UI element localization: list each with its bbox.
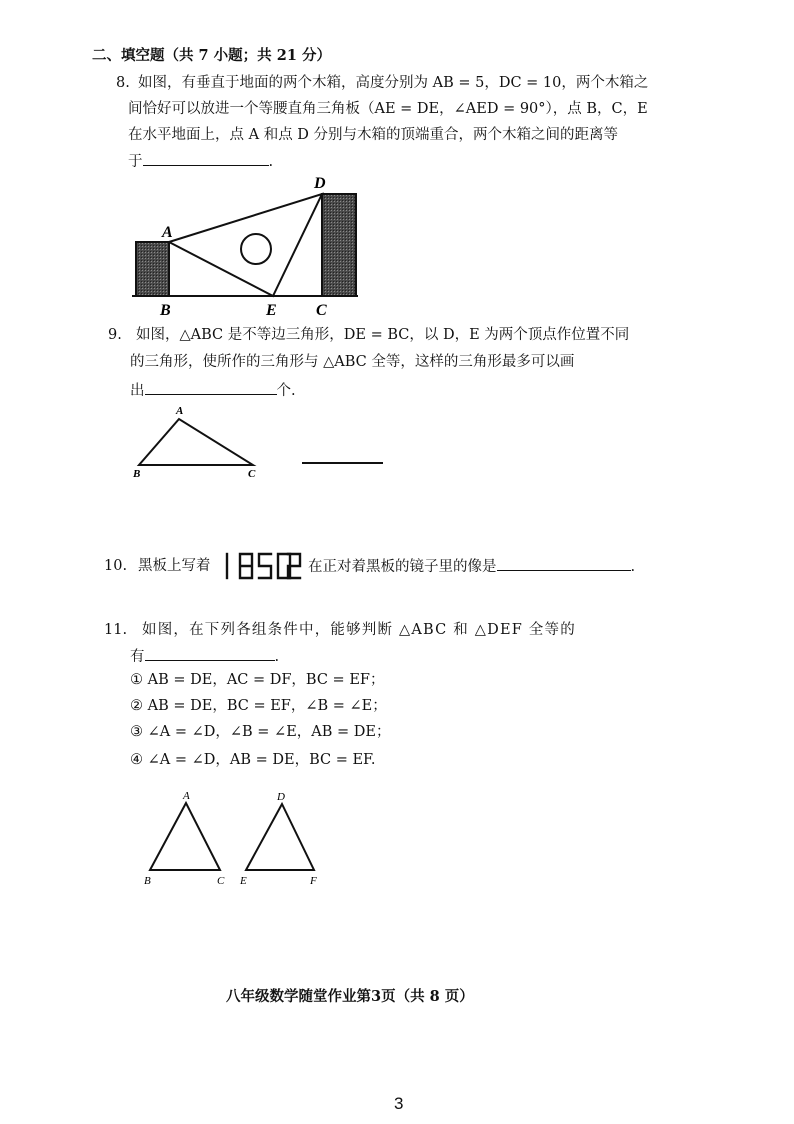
q10-number: 10. [104,558,128,574]
q11-label-D: D [277,791,285,803]
triangle-abc [150,803,220,870]
section-heading: 二、填空题（共 7 小题；共 21 分） [92,47,331,64]
q10-suffix: . [630,559,636,575]
q8-line-4-prefix: 于 [128,154,143,170]
q11-label-E: E [240,875,247,887]
q8-line-2: 间恰好可以放进一个等腰直角三角板（AE = DE，∠AED = 90°），点 B，C，E [128,101,648,117]
q9-line-3-suffix: 个. [276,383,296,399]
set-square-triangle [169,194,322,296]
q11-figure [138,786,338,890]
q8-line-3: 在水平地面上，点 A 和点 D 分别与木箱的顶端重合，两个木箱之间的距离等 [128,127,619,143]
q10-text-before: 黑板上写着 [138,558,211,574]
q10-text-after [308,556,635,577]
q10-digital-display [222,551,304,581]
q9-answer-blank[interactable] [145,380,277,395]
triangle-def [246,804,314,870]
short-box [136,242,169,296]
q11-label-B: B [144,875,151,887]
q9-number: 9. [108,327,122,343]
q11-label-C: C [217,875,225,887]
page-number: 3 [394,1094,404,1113]
q8-figure [130,168,370,320]
q9-label-B: B [133,468,141,480]
q9-triangle-abc [130,400,270,480]
q11-option-1: ① AB = DE，AC = DF，BC = EF； [130,672,385,688]
q8-answer-blank[interactable] [143,151,269,166]
q9-line-2: 的三角形，使所作的三角形与 △ABC 全等，这样的三角形最多可以画 [130,354,575,370]
q9-segment-de [300,458,386,468]
page-footer: 八年级数学随堂作业第3页（共 8 页） [226,988,474,1005]
q11-option-4: ④ ∠A = ∠D，AB = DE，BC = EF. [130,752,376,768]
q11-option-3: ③ ∠A = ∠D，∠B = ∠E，AB = DE； [130,724,391,740]
set-square-hole [241,234,271,264]
q10-text-after-label: 在正对着黑板的镜子里的像是 [308,559,497,575]
q8-label-D: D [314,175,326,192]
q9-label-A: A [176,405,184,417]
q11-answer-blank[interactable] [145,646,275,661]
q8-label-C: C [316,302,327,319]
q11-label-F: F [310,875,317,887]
q10-answer-blank[interactable] [497,556,631,571]
q9-label-C: C [248,468,256,480]
q8-label-E: E [266,302,277,319]
q8-label-A: A [162,224,173,241]
q8-label-B: B [160,302,171,319]
q11-line-2-prefix: 有 [130,649,145,665]
q8-line-1: 如图，有垂直于地面的两个木箱，高度分别为 AB = 5，DC = 10，两个木箱之 [138,75,649,91]
q9-line-1: 如图，△ABC 是不等边三角形，DE = BC，以 D，E 为两个顶点作位置不同 [136,327,630,343]
q9-line-3-prefix: 出 [130,383,145,399]
q11-label-A: A [183,790,190,802]
q8-line-4-suffix: . [268,154,274,170]
q11-option-2: ② AB = DE，BC = EF，∠B = ∠E； [130,698,387,714]
q11-line-2-suffix: . [274,649,280,665]
q8-number: 8. [116,75,130,91]
tall-box [322,194,356,296]
triangle-abc [139,419,253,465]
q9-line-3 [130,380,296,401]
q11-number: 11. [104,622,128,638]
q11-line-2 [130,646,279,667]
q11-line-1: 如图，在下列各组条件中，能够判断 △ABC 和 △DEF 全等的 [142,622,576,638]
